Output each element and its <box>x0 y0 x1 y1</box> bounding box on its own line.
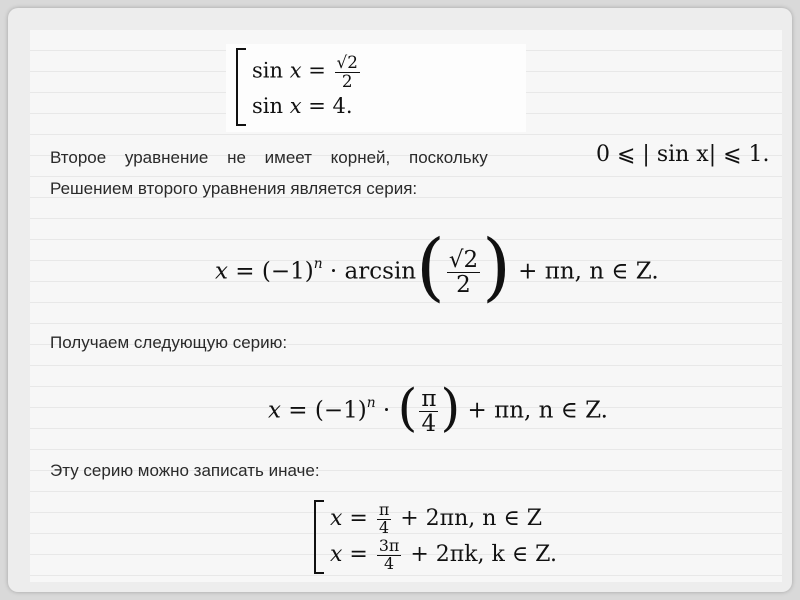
left-paren: ( <box>397 378 418 438</box>
system-equation-2: sin x = 4. <box>252 94 353 118</box>
left-paren: ( <box>416 225 445 311</box>
slide-frame <box>8 8 792 592</box>
text-line-next-series: Получаем следующую серию: <box>50 333 288 352</box>
text-line-alternative: Эту серию можно записать иначе: <box>50 461 320 480</box>
inequality-sin-bound: 0 ⩽ | sin x| ⩽ 1. <box>596 142 770 167</box>
fraction-pi-over-4: $\frac{\pi}{4}$ <box>378 500 390 537</box>
initial-system <box>236 48 386 126</box>
right-paren: ) <box>440 378 461 438</box>
final-equation-1: x = $\frac{\pi}{4}$ + 2πn, n ∈ Z <box>330 500 543 537</box>
content-sheet <box>30 30 782 582</box>
formula-arcsin-series: $x = (-1)^n \cdot \arcsin$( $\frac{√2}{2}$ ) + πn, n ∈ Z. <box>215 225 659 311</box>
system-bracket <box>236 48 246 126</box>
text-line-no-roots: Второе уравнение не имеет корней, поскольку <box>50 148 488 167</box>
right-paren: ) <box>482 225 511 311</box>
formula-pi-over-4-series: $x = (-1)^n$ · ( $\frac{\pi}{4}$ ) + πn, n ∈ Z. <box>268 378 608 438</box>
fraction-sqrt2-over-2: $\frac{√2}{2}$ <box>336 52 358 91</box>
fraction-pi-over-4: $\frac{\pi}{4}$ <box>421 385 437 437</box>
system-bracket <box>314 500 324 574</box>
system-equation-1: sin x = $\frac{√2}{2}$ <box>252 52 358 91</box>
final-system <box>314 500 614 574</box>
fraction-3pi-over-4: $\frac{3\pi}{4}$ <box>378 536 400 573</box>
final-equation-2: x = $\frac{3\pi}{4}$ + 2πk, k ∈ Z. <box>330 536 558 573</box>
fraction-sqrt2-over-2: $\frac{√2}{2}$ <box>448 246 479 298</box>
text-line-solution-series: Решением второго уравнения является серия: <box>50 179 418 198</box>
